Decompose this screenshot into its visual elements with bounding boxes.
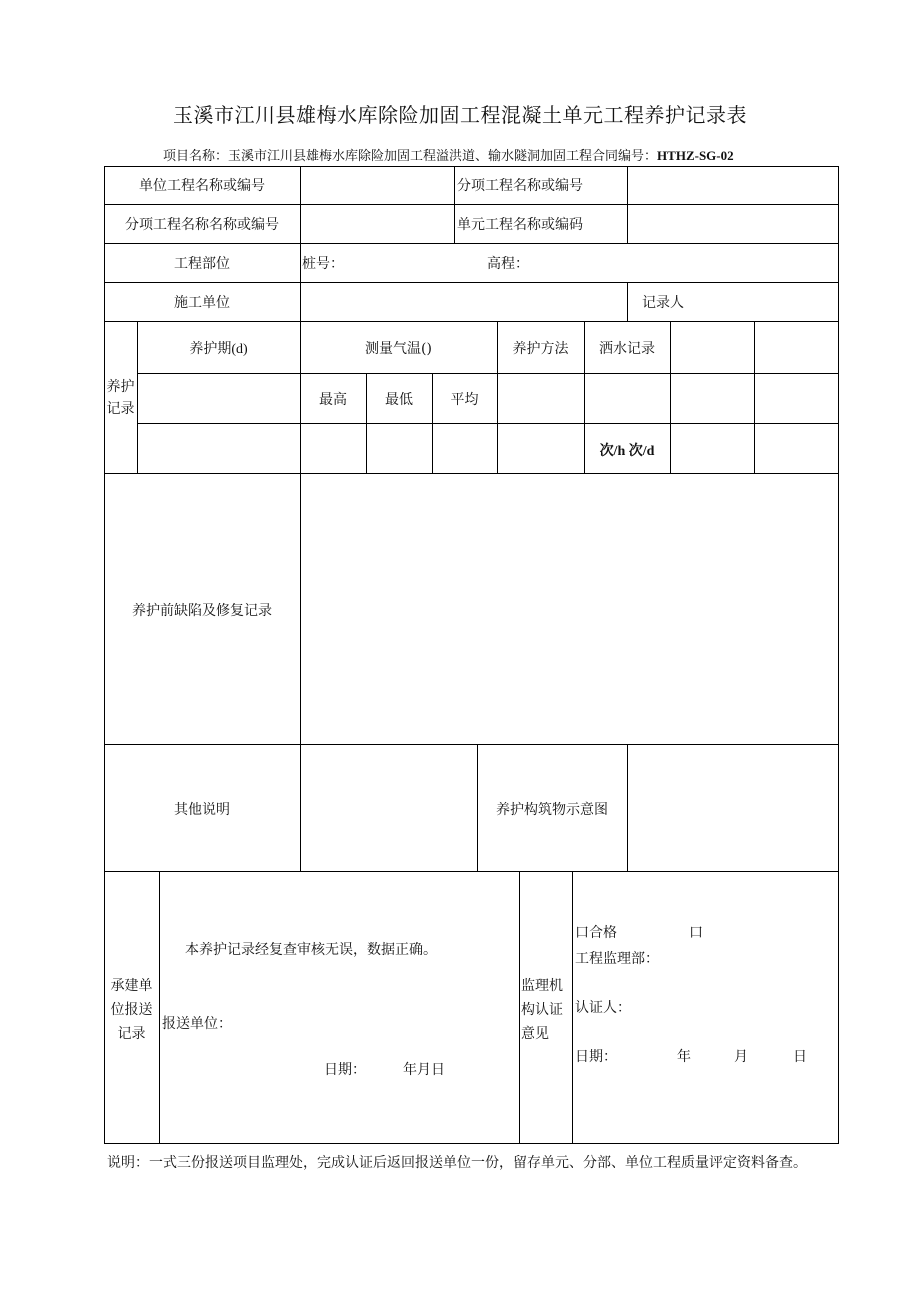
vline: [754, 321, 755, 473]
vline: [300, 744, 301, 871]
supervisor-date-month: 月: [734, 1049, 748, 1065]
vline: [838, 166, 839, 1144]
curing-record-label: 养护记录: [106, 379, 135, 417]
vline: [159, 871, 160, 1143]
verification-statement: 本养护记录经复查审核无误，数据正确。: [185, 942, 437, 958]
vline: [627, 744, 628, 871]
supervisor-date-label: 日期：: [575, 1049, 617, 1065]
footnote: 说明：一式三份报送项目监理处，完成认证后返回报送单位一份，留存单元、分部、单位工程质量评定资料备查。: [107, 1155, 807, 1171]
contractor-submission-label: 承建单位报送记录: [110, 978, 153, 1042]
supervisor-date-day: 日: [793, 1049, 807, 1065]
element-project-label: 单元工程名称或编码: [457, 217, 583, 233]
supervisor-date-year: 年: [677, 1049, 691, 1065]
vline: [519, 871, 520, 1143]
recorder-label: 记录人: [642, 295, 684, 311]
project-info-line: [163, 145, 734, 164]
hline: [104, 1143, 839, 1144]
curing-period-header: 养护期(d): [189, 342, 248, 357]
hline: [104, 282, 839, 283]
contractor-label: 施工单位: [174, 295, 230, 311]
temp-min-header: 最低: [385, 392, 413, 408]
elevation-label: 高程：: [487, 256, 529, 272]
project-label: 项目名称：: [163, 149, 229, 164]
fail-checkbox: 口: [689, 925, 703, 941]
sub-project-label: 分项工程名称或编号: [457, 178, 583, 194]
certifier-label: 认证人：: [575, 1000, 631, 1016]
vline: [300, 166, 301, 321]
hline: [104, 744, 839, 745]
temp-max-header: 最高: [319, 392, 347, 408]
temp-avg-header: 平均: [450, 392, 479, 408]
temperature-header: 测量气温(): [365, 341, 432, 357]
vline: [627, 282, 628, 321]
vline: [300, 473, 301, 744]
pile-number-label: 桩号：: [302, 256, 344, 272]
hline: [104, 321, 839, 322]
unit-project-label: 单位工程名称或编号: [139, 178, 265, 194]
vline: [627, 166, 628, 243]
location-label: 工程部位: [174, 256, 230, 272]
supervision-dept-label: 工程监理部：: [575, 951, 659, 967]
contract-label: 合同编号：: [592, 149, 658, 164]
hline: [104, 243, 839, 244]
contractor-date-ymd: 年月日: [403, 1062, 445, 1078]
hline: [104, 473, 839, 474]
pass-checkbox-label: 口合格: [575, 925, 617, 941]
hline: [104, 871, 839, 872]
form-title: 玉溪市江川县雄梅水库除险加固工程混凝土单元工程养护记录表: [173, 103, 747, 127]
hline: [137, 373, 839, 374]
hline: [137, 423, 839, 424]
vline: [454, 166, 455, 243]
sub-project-name-label: 分项工程名称名称或编号: [125, 217, 279, 233]
contractor-date-label: 日期：: [324, 1062, 366, 1078]
watering-frequency-unit: 次/h 次/d: [599, 444, 655, 459]
hline: [104, 166, 839, 167]
vline: [670, 321, 671, 473]
submitting-unit-label: 报送单位：: [162, 1016, 232, 1032]
other-notes-label: 其他说明: [174, 802, 230, 818]
supervisor-opinion-label: 监理机构认证意见: [521, 978, 563, 1042]
contract-number: HTHZ-SG-02: [657, 148, 734, 163]
vline: [432, 373, 433, 473]
defects-repair-label: 养护前缺陷及修复记录: [132, 603, 272, 619]
vline: [572, 871, 573, 1143]
hline: [104, 204, 839, 205]
watering-record-header: 洒水记录: [599, 341, 655, 357]
curing-method-header: 养护方法: [512, 341, 569, 357]
vline: [366, 373, 367, 473]
project-name: 玉溪市江川县雄梅水库除险加固工程溢洪道、输水隧洞加固工程: [228, 149, 593, 164]
structure-diagram-label: 养护构筑物示意图: [496, 802, 608, 818]
